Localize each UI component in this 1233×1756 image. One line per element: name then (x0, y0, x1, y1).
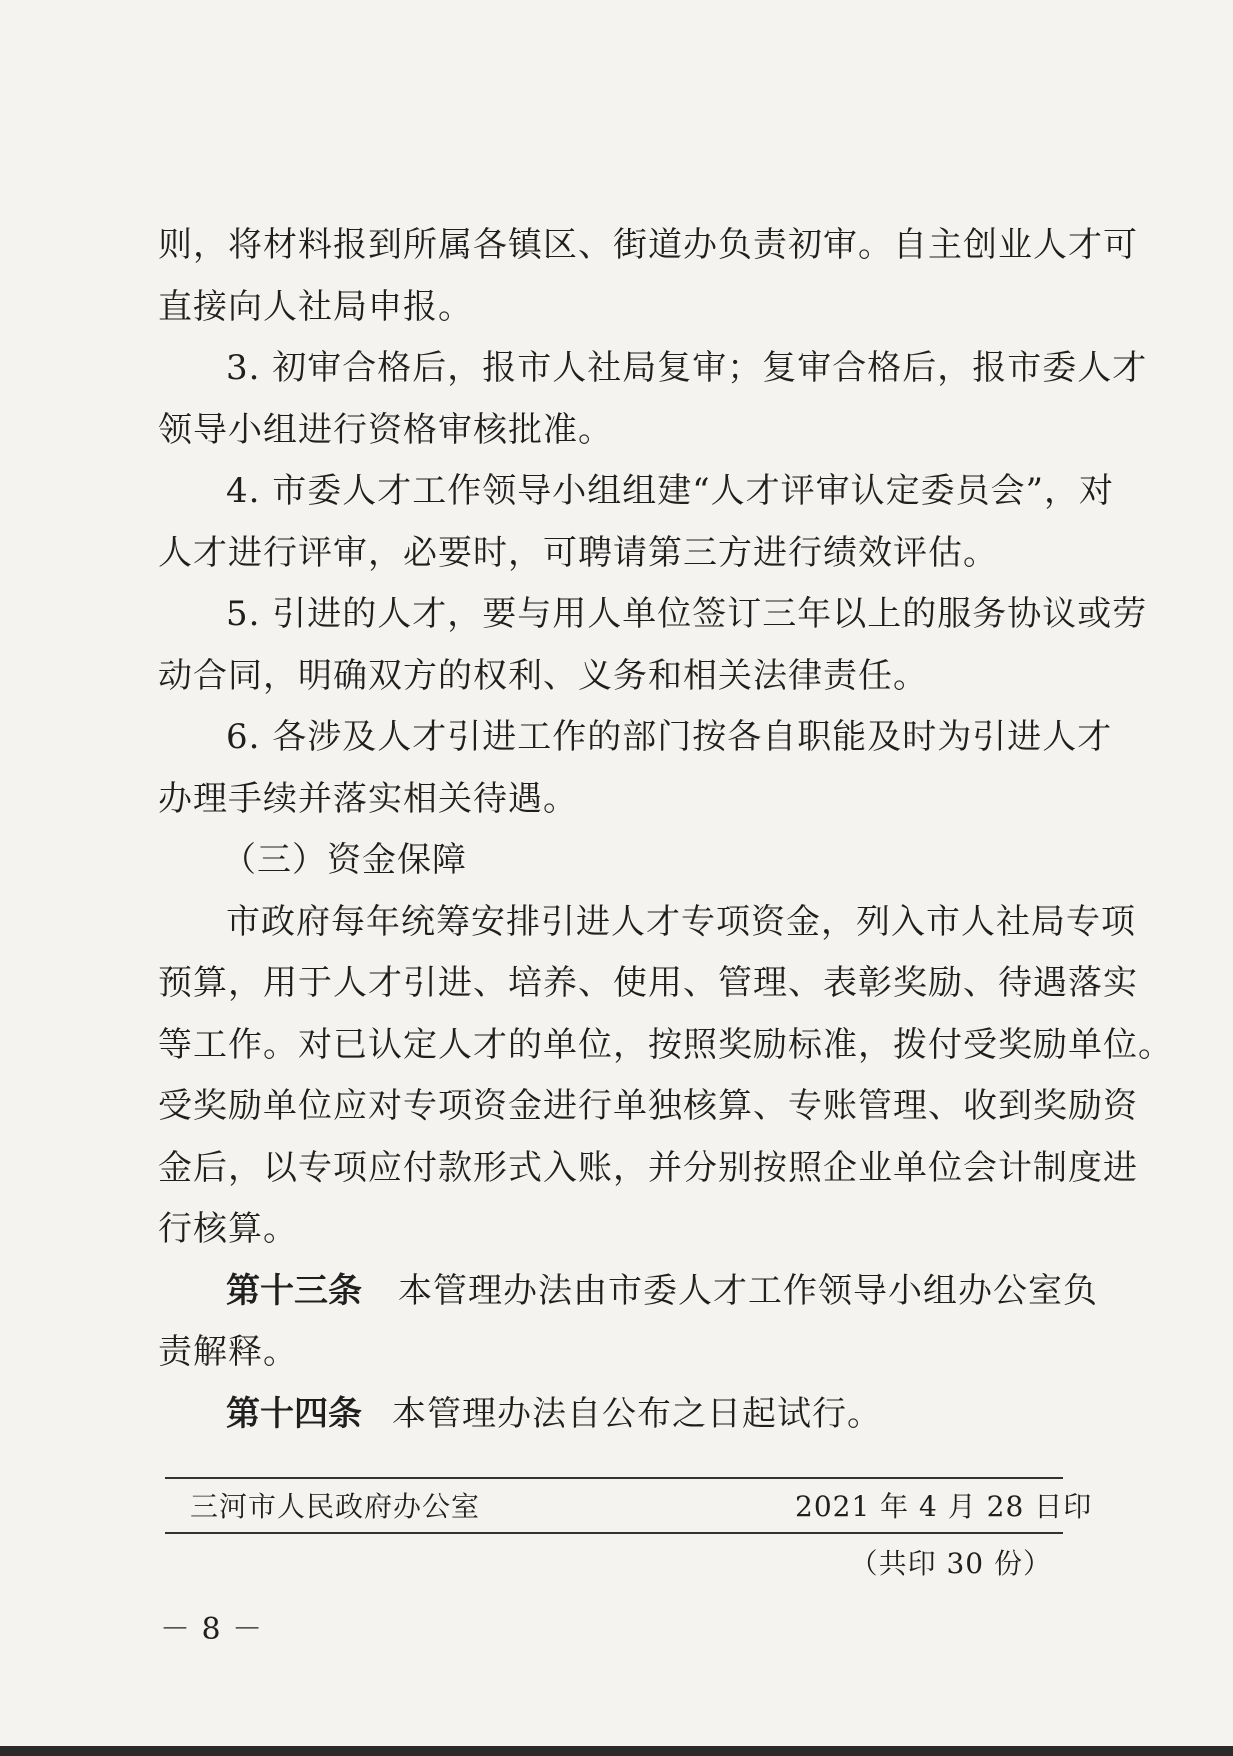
body-line-16: 金后，以专项应付款形式入账，并分别按照企业单位会计制度进 (158, 1148, 1138, 1188)
footer-print-date: 2021 年 4 月 28 日印 (795, 1490, 1093, 1523)
body-line-14: 等工作。对已认定人才的单位，按照奖励标准，拨付受奖励单位。 (158, 1025, 1173, 1065)
body-line-1: 则，将材料报到所属各镇区、街道办负责初审。自主创业人才可 (158, 225, 1138, 265)
page-number: － 8 － (160, 1612, 264, 1647)
body-line-2: 直接向人社局申报。 (158, 287, 473, 327)
body-line-8: 动合同，明确双方的权利、义务和相关法律责任。 (158, 656, 928, 696)
section-heading: （三）资金保障 (222, 840, 467, 880)
body-line-10: 办理手续并落实相关待遇。 (158, 779, 578, 819)
footer-copies: （共印 30 份） (849, 1547, 1052, 1580)
article-14-text: 本管理办法自公布之日起试行。 (392, 1394, 882, 1434)
article-13-continuation: 责解释。 (158, 1332, 298, 1372)
body-line-5: 4. 市委人才工作领导小组组建“人才评审认定委员会”，对 (226, 471, 1115, 511)
scan-bottom-edge (0, 1746, 1233, 1756)
body-line-3: 3. 初审合格后，报市人社局复审；复审合格后，报市委人才 (226, 348, 1148, 388)
body-line-9: 6. 各涉及人才引进工作的部门按各自职能及时为引进人才 (226, 717, 1113, 757)
article-13-text: 本管理办法由市委人才工作领导小组办公室负 (398, 1271, 1098, 1311)
body-line-6: 人才进行评审，必要时，可聘请第三方进行绩效评估。 (158, 533, 998, 573)
body-line-7: 5. 引进的人才，要与用人单位签订三年以上的服务协议或劳 (226, 594, 1148, 634)
body-line-12: 市政府每年统筹安排引进人才专项资金，列入市人社局专项 (226, 902, 1136, 942)
body-line-13: 预算，用于人才引进、培养、使用、管理、表彰奖励、待遇落实 (158, 963, 1138, 1003)
footer-rule-top (165, 1477, 1063, 1479)
article-13-label: 第十三条 (226, 1271, 362, 1311)
body-line-17: 行核算。 (158, 1209, 298, 1249)
body-line-4: 领导小组进行资格审核批准。 (158, 410, 613, 450)
body-line-15: 受奖励单位应对专项资金进行单独核算、专账管理、收到奖励资 (158, 1086, 1138, 1126)
footer-issuer: 三河市人民政府办公室 (190, 1490, 481, 1523)
article-14-label: 第十四条 (226, 1394, 362, 1434)
footer-rule-bottom (165, 1532, 1063, 1534)
